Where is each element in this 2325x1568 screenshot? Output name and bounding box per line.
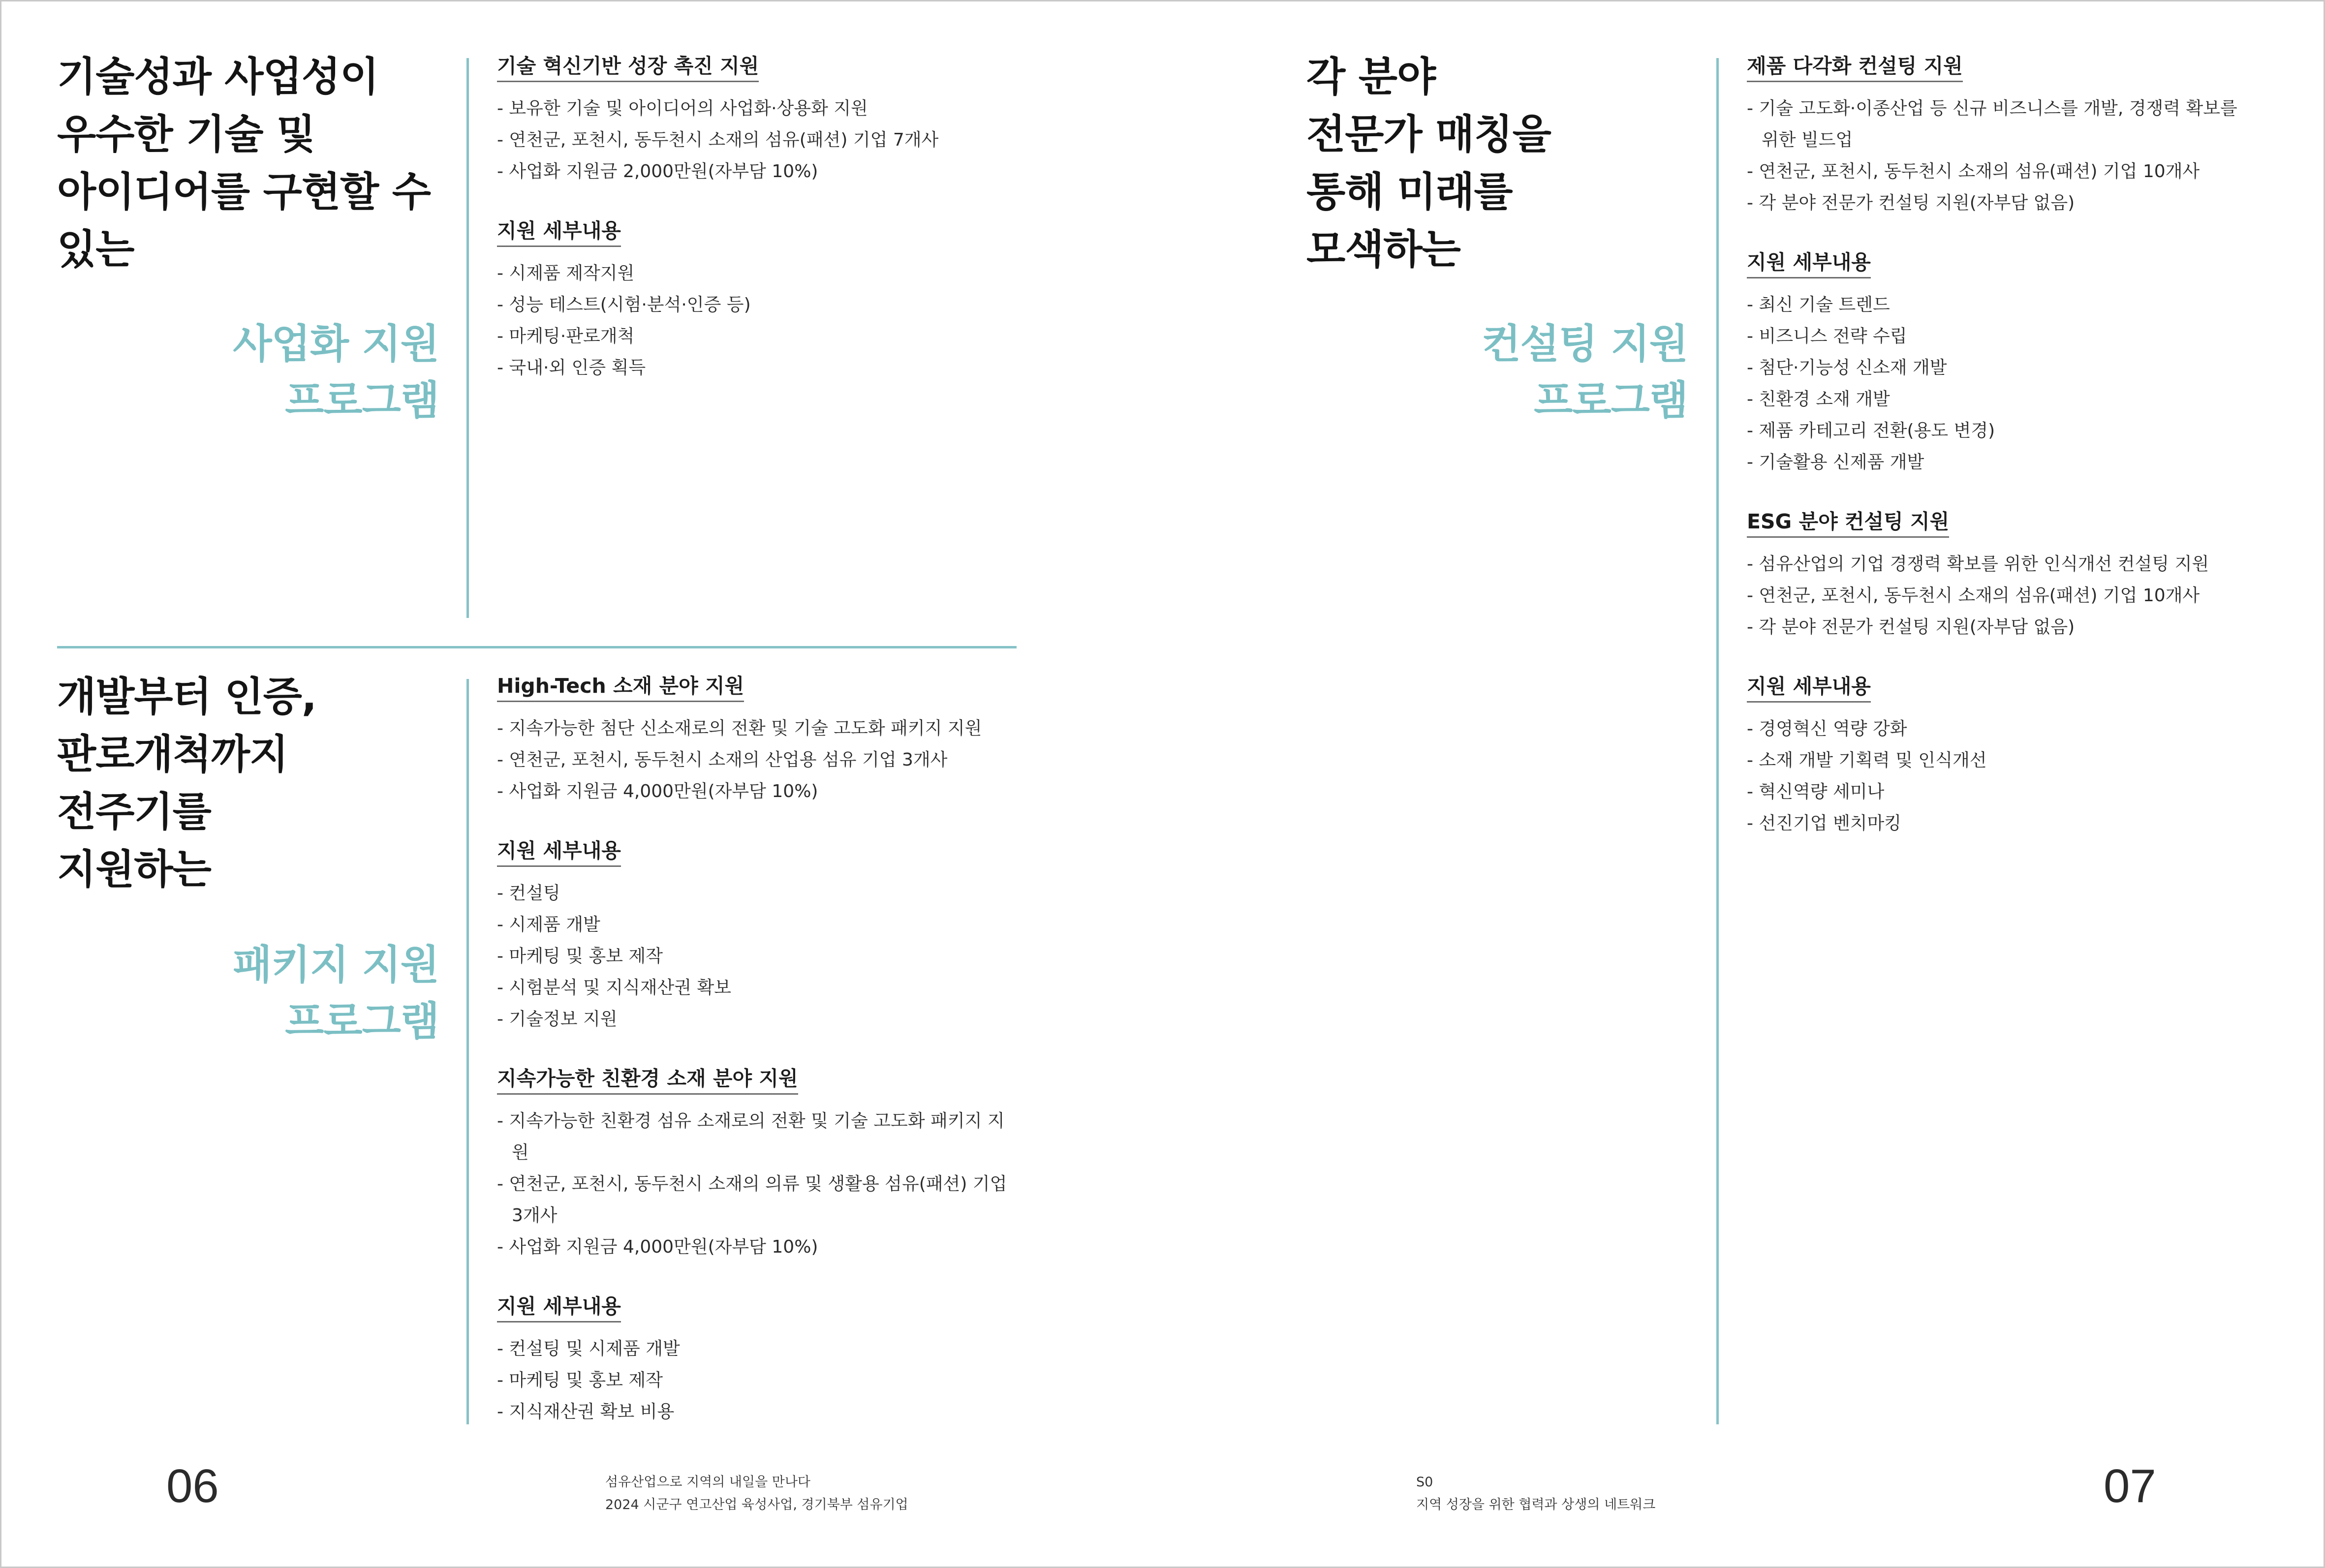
section-title: 지원 세부내용 xyxy=(1747,675,1871,703)
headline-line: 있는 xyxy=(57,226,134,273)
section-title: High-Tech 소재 분야 지원 xyxy=(497,674,744,702)
section xyxy=(497,1294,1019,1428)
list-item: - 시제품 제작지원 xyxy=(497,263,635,283)
section xyxy=(497,839,1019,1035)
list-item: - 각 분야 전문가 컨설팅 지원(자부담 없음) xyxy=(1747,617,2075,637)
program-title-line: 프로그램 xyxy=(285,377,439,424)
page-number-right: 07 xyxy=(2104,1460,2156,1512)
list-item: - 보유한 기술 및 아이디어의 사업화·상용화 지원 xyxy=(497,98,868,119)
item-list xyxy=(497,258,938,384)
list-item: - 연천군, 포천시, 동두천시 소재의 의류 및 생활용 섬유(패션) 기업 3개사 xyxy=(497,1174,1007,1226)
headline-package-support xyxy=(57,668,316,898)
item-list xyxy=(497,1333,1019,1428)
list-item: - 친환경 소재 개발 xyxy=(1747,389,1890,409)
list-item: - 선진기업 벤치마킹 xyxy=(1747,813,1902,833)
content-consulting-support xyxy=(1747,54,2254,871)
vertical-divider xyxy=(466,679,469,1424)
program-title-package xyxy=(233,937,439,1050)
list-item: - 사업화 지원금 4,000만원(자부담 10%) xyxy=(497,1237,818,1257)
section-title: 지원 세부내용 xyxy=(1747,250,1871,278)
headline-line: 각 분야 xyxy=(1306,54,1436,100)
list-item: - 시제품 개발 xyxy=(497,915,600,935)
headline-consulting-support xyxy=(1306,48,1551,278)
section-title: 지원 세부내용 xyxy=(497,839,621,867)
section xyxy=(1747,675,2254,839)
headline-line: 개발부터 인증, xyxy=(57,674,316,720)
content-package-support xyxy=(497,674,1019,1459)
program-title-business xyxy=(233,316,439,429)
page-number-left: 06 xyxy=(166,1460,219,1512)
footer-left xyxy=(605,1471,908,1516)
headline-business-support xyxy=(57,48,431,278)
section xyxy=(1747,54,2254,219)
headline-line: 지원하는 xyxy=(57,846,211,893)
item-list xyxy=(497,1106,1019,1263)
headline-line: 전주기를 xyxy=(57,789,211,835)
item-list xyxy=(1747,549,2254,643)
headline-line: 판로개척까지 xyxy=(57,731,288,778)
list-item: - 기술 고도화·이종산업 등 신규 비즈니스를 개발, 경쟁력 확보를 위한 빌드업 xyxy=(1747,98,2237,150)
headline-line: 기술성과 사업성이 xyxy=(57,54,379,100)
section-title: 지속가능한 친환경 소재 분야 지원 xyxy=(497,1067,798,1095)
section-title: ESG 분야 컨설팅 지원 xyxy=(1747,510,1949,538)
list-item: - 기술활용 신제품 개발 xyxy=(1747,452,1924,472)
list-item: - 최신 기술 트렌드 xyxy=(1747,295,1890,315)
horizontal-divider xyxy=(57,646,1017,648)
list-item: - 사업화 지원금 2,000만원(자부담 10%) xyxy=(497,161,818,182)
footer-line: S0 xyxy=(1416,1475,1433,1490)
list-item: - 성능 테스트(시험·분석·인증 등) xyxy=(497,295,751,315)
program-title-line: 프로그램 xyxy=(1534,377,1688,424)
section xyxy=(497,674,1019,807)
section xyxy=(1747,510,2254,643)
program-title-line: 프로그램 xyxy=(285,998,439,1045)
section-title: 지원 세부내용 xyxy=(497,1294,621,1322)
list-item: - 시험분석 및 지식재산권 확보 xyxy=(497,978,732,998)
list-item: - 지속가능한 친환경 섬유 소재로의 전환 및 기술 고도화 패키지 지원 xyxy=(497,1111,1005,1163)
list-item: - 비즈니스 전략 수립 xyxy=(1747,326,1907,346)
item-list xyxy=(1747,289,2254,478)
list-item: - 혁신역량 세미나 xyxy=(1747,782,1885,802)
list-item: - 연천군, 포천시, 동두천시 소재의 산업용 섬유 기업 3개사 xyxy=(497,750,948,770)
section xyxy=(497,219,938,384)
list-item: - 소재 개발 기획력 및 인식개선 xyxy=(1747,750,1987,770)
headline-line: 모색하는 xyxy=(1306,226,1460,273)
list-item: - 지식재산권 확보 비용 xyxy=(497,1402,675,1422)
list-item: - 컨설팅 xyxy=(497,883,560,903)
list-item: - 연천군, 포천시, 동두천시 소재의 섬유(패션) 기업 10개사 xyxy=(1747,161,2200,182)
program-title-line: 사업화 지원 xyxy=(233,321,439,368)
program-title-line: 패키지 지원 xyxy=(233,942,439,988)
list-item: - 사업화 지원금 4,000만원(자부담 10%) xyxy=(497,781,818,801)
footer-right xyxy=(1416,1471,1655,1516)
section-title: 기술 혁신기반 성장 촉진 지원 xyxy=(497,54,759,82)
headline-line: 우수한 기술 및 xyxy=(57,111,315,158)
list-item: - 마케팅 및 홍보 제작 xyxy=(497,1370,663,1390)
section-title: 지원 세부내용 xyxy=(497,219,621,247)
footer-line: 2024 시군구 연고산업 육성사업, 경기북부 섬유기업 xyxy=(605,1497,908,1512)
list-item: - 기술정보 지원 xyxy=(497,1009,618,1029)
list-item: - 경영혁신 역량 강화 xyxy=(1747,719,1907,739)
footer-line: 섬유산업으로 지역의 내일을 만나다 xyxy=(605,1475,810,1490)
list-item: - 첨단·기능성 신소재 개발 xyxy=(1747,358,1947,378)
section xyxy=(497,54,938,187)
list-item: - 컨설팅 및 시제품 개발 xyxy=(497,1339,680,1359)
headline-line: 아이디어를 구현할 수 xyxy=(57,169,431,215)
vertical-divider xyxy=(466,58,469,618)
list-item: - 마케팅·판로개척 xyxy=(497,326,635,346)
list-item: - 제품 카테고리 전환(용도 변경) xyxy=(1747,421,1995,441)
list-item: - 지속가능한 첨단 신소재로의 전환 및 기술 고도화 패키지 지원 xyxy=(497,718,982,738)
section xyxy=(1747,250,2254,478)
program-title-consulting xyxy=(1482,316,1688,429)
item-list xyxy=(1747,93,2254,219)
list-item: - 각 분야 전문가 컨설팅 지원(자부담 없음) xyxy=(1747,193,2075,213)
list-item: - 섬유산업의 기업 경쟁력 확보를 위한 인식개선 컨설팅 지원 xyxy=(1747,554,2209,574)
program-title-line: 컨설팅 지원 xyxy=(1482,321,1688,368)
section xyxy=(497,1067,1019,1263)
content-business-support xyxy=(497,54,938,415)
headline-line: 통해 미래를 xyxy=(1306,169,1513,215)
item-list xyxy=(497,713,1019,807)
item-list xyxy=(497,878,1019,1035)
footer-line: 지역 성장을 위한 협력과 상생의 네트워크 xyxy=(1416,1497,1656,1512)
list-item: - 연천군, 포천시, 동두천시 소재의 섬유(패션) 기업 7개사 xyxy=(497,130,939,150)
item-list xyxy=(1747,713,2254,839)
list-item: - 마케팅 및 홍보 제작 xyxy=(497,946,663,966)
list-item: - 연천군, 포천시, 동두천시 소재의 섬유(패션) 기업 10개사 xyxy=(1747,585,2200,606)
list-item: - 국내·외 인증 획득 xyxy=(497,358,646,378)
headline-line: 전문가 매칭을 xyxy=(1306,111,1551,158)
vertical-divider xyxy=(1716,58,1719,1424)
section-title: 제품 다각화 컨설팅 지원 xyxy=(1747,54,1963,82)
item-list xyxy=(497,93,938,187)
